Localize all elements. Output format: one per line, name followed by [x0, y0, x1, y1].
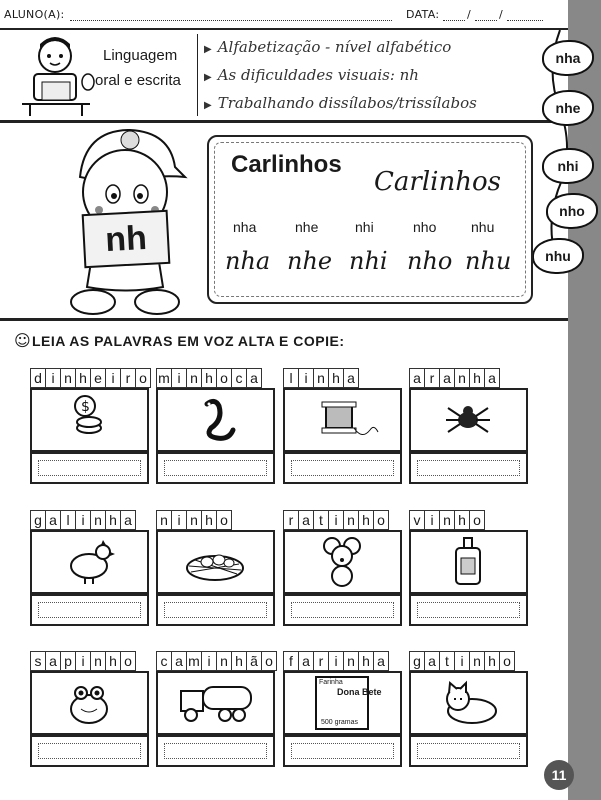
syllable: nhe — [295, 219, 319, 235]
letter-cell: o — [136, 368, 151, 388]
letter-cell: a — [344, 368, 359, 388]
letter-cell: h — [485, 651, 500, 671]
letter-cell: o — [217, 510, 232, 530]
letter-cell: h — [455, 510, 470, 530]
mouse-icon — [285, 532, 400, 592]
copy-answer-field[interactable] — [30, 452, 149, 484]
letter-cell: h — [106, 651, 121, 671]
letter-cell: a — [485, 368, 500, 388]
cat-icon — [411, 673, 526, 733]
word-letters — [30, 651, 136, 671]
child-writing-icon — [10, 32, 100, 117]
copy-answer-field[interactable] — [409, 452, 528, 484]
letter-cell: a — [425, 651, 440, 671]
picture-box — [30, 671, 149, 735]
date-separator: / — [467, 8, 472, 21]
letter-cell: n — [440, 510, 455, 530]
carlinhos-card — [207, 135, 533, 304]
card-title-cursive: Carlinhos — [374, 167, 501, 197]
picture-box — [283, 530, 402, 594]
letter-cell: c — [232, 368, 247, 388]
letter-cell: m — [187, 651, 202, 671]
letter-cell: i — [202, 651, 217, 671]
letter-cell: i — [172, 510, 187, 530]
subject-line-2: oral e escrita — [95, 72, 181, 89]
letter-cell: a — [299, 651, 314, 671]
copy-answer-field[interactable] — [283, 735, 402, 767]
letter-cell: o — [374, 510, 389, 530]
hen-icon — [32, 532, 147, 592]
letter-cell: t — [440, 651, 455, 671]
arrow-right-icon: ▶ — [204, 72, 212, 83]
coins-icon — [32, 390, 147, 450]
letter-cell: h — [202, 368, 217, 388]
word-letters — [30, 510, 136, 530]
student-label: ALUNO(A): — [4, 8, 65, 21]
leaf-nhe: nhe — [542, 90, 594, 126]
picture-box — [283, 671, 402, 735]
syllable-cursive: nhe — [287, 247, 333, 275]
copy-answer-field[interactable] — [409, 594, 528, 626]
letter-cell: n — [470, 651, 485, 671]
copy-answer-field[interactable] — [156, 452, 275, 484]
frog-icon — [32, 673, 147, 733]
letter-cell: a — [172, 651, 187, 671]
picture-box — [409, 530, 528, 594]
letter-cell: n — [217, 651, 232, 671]
letter-cell: a — [299, 510, 314, 530]
letter-cell: h — [106, 510, 121, 530]
letter-cell: f — [283, 651, 299, 671]
nh-sign: nh — [82, 210, 171, 268]
letter-cell: r — [121, 368, 136, 388]
date-month-line[interactable] — [475, 20, 497, 21]
arrow-right-icon: ▶ — [204, 100, 212, 111]
word-letters — [409, 510, 485, 530]
letter-cell: i — [172, 368, 187, 388]
section-rule — [0, 318, 568, 321]
student-name-line[interactable] — [70, 20, 392, 21]
objective-item: ▶ Alfabetização - nível alfabético — [204, 38, 452, 56]
letter-cell: n — [91, 510, 106, 530]
letter-cell: n — [187, 368, 202, 388]
picture-box — [30, 388, 149, 452]
smiley-icon: ☺ — [14, 331, 31, 350]
letter-cell: h — [329, 368, 344, 388]
letter-cell: o — [262, 651, 277, 671]
word-letters — [156, 651, 277, 671]
syllable: nha — [233, 219, 257, 235]
letter-cell: n — [455, 368, 470, 388]
flour-weight: 500 gramas — [321, 719, 358, 726]
letter-cell: e — [91, 368, 106, 388]
letter-cell: a — [440, 368, 455, 388]
picture-box — [409, 388, 528, 452]
letter-cell: i — [299, 368, 314, 388]
word-letters — [283, 368, 359, 388]
letter-cell: i — [76, 651, 91, 671]
picture-box — [30, 530, 149, 594]
letter-cell: o — [217, 368, 232, 388]
letter-cell: i — [425, 510, 440, 530]
word-letters — [283, 651, 389, 671]
syllable-cursive: nho — [407, 247, 453, 275]
picture-box — [156, 530, 275, 594]
date-separator: / — [499, 8, 504, 21]
word-letters — [156, 368, 262, 388]
letter-cell: g — [409, 651, 425, 671]
letter-cell: d — [30, 368, 46, 388]
picture-box — [156, 388, 275, 452]
copy-answer-field[interactable] — [283, 594, 402, 626]
nest-icon — [158, 532, 273, 592]
arrow-right-icon: ▶ — [204, 44, 212, 55]
svg-text:$: $ — [81, 399, 90, 415]
word-letters — [409, 651, 515, 671]
date-label: DATA: — [406, 8, 440, 21]
letter-cell: r — [314, 651, 329, 671]
leaf-nhi: nhi — [542, 148, 594, 184]
copy-answer-field[interactable] — [30, 594, 149, 626]
letter-cell: n — [344, 651, 359, 671]
letter-cell: i — [106, 368, 121, 388]
copy-answer-field[interactable] — [283, 452, 402, 484]
date-year-line[interactable] — [507, 20, 543, 21]
syllable: nho — [413, 219, 437, 235]
letter-cell: a — [46, 651, 61, 671]
copy-answer-field[interactable] — [30, 735, 149, 767]
word-letters — [156, 510, 232, 530]
letter-cell: o — [470, 510, 485, 530]
letter-cell: a — [46, 510, 61, 530]
thread-spool-icon — [285, 390, 400, 450]
letter-cell: n — [61, 368, 76, 388]
letter-cell: g — [30, 510, 46, 530]
header-divider — [197, 34, 198, 116]
word-letters — [409, 368, 500, 388]
letter-cell: a — [409, 368, 425, 388]
letter-cell: a — [121, 510, 136, 530]
letter-cell: h — [202, 510, 217, 530]
copy-answer-field[interactable] — [409, 735, 528, 767]
letter-cell: v — [409, 510, 425, 530]
picture-box — [409, 671, 528, 735]
letter-cell: n — [314, 368, 329, 388]
syllable: nhu — [471, 219, 495, 235]
leaf-nha: nha — [542, 40, 594, 76]
letter-cell: s — [30, 651, 46, 671]
date-day-line[interactable] — [443, 20, 465, 21]
letter-cell: a — [374, 651, 389, 671]
letter-cell: p — [61, 651, 76, 671]
letter-cell: h — [232, 651, 247, 671]
letter-cell: l — [61, 510, 76, 530]
letter-cell: h — [359, 510, 374, 530]
header-rule — [0, 28, 568, 30]
letter-cell: r — [283, 510, 299, 530]
picture-box — [156, 671, 275, 735]
page-number: 11 — [544, 760, 574, 790]
letter-cell: o — [500, 651, 515, 671]
truck-icon — [158, 673, 273, 733]
instruction-text: LEIA AS PALAVRAS EM VOZ ALTA E COPIE: — [32, 333, 345, 349]
syllable-cursive: nhi — [349, 247, 388, 275]
spider-icon — [411, 390, 526, 450]
letter-cell: i — [329, 651, 344, 671]
card-title: Carlinhos — [231, 151, 342, 178]
letter-cell: i — [76, 510, 91, 530]
letter-cell: c — [156, 651, 172, 671]
letter-cell: n — [187, 510, 202, 530]
objective-item: ▶ Trabalhando dissílabos/trissílabos — [204, 94, 477, 112]
worm-icon — [158, 390, 273, 450]
letter-cell: i — [46, 368, 61, 388]
letter-cell: a — [247, 368, 262, 388]
copy-answer-field[interactable] — [156, 735, 275, 767]
letter-cell: n — [156, 510, 172, 530]
letter-cell: o — [121, 651, 136, 671]
syllable-cursive: nha — [225, 247, 271, 275]
flour-brand: Dona Bete — [337, 687, 382, 697]
letter-cell: h — [359, 651, 374, 671]
letter-cell: n — [91, 651, 106, 671]
letter-cell: l — [283, 368, 299, 388]
word-letters — [283, 510, 389, 530]
letter-cell: i — [455, 651, 470, 671]
letter-cell: r — [425, 368, 440, 388]
picture-box — [283, 388, 402, 452]
flour-label-top: Farinha — [319, 679, 343, 686]
letter-cell: h — [470, 368, 485, 388]
syllable: nhi — [355, 219, 374, 235]
word-letters — [30, 368, 151, 388]
letter-cell: h — [76, 368, 91, 388]
subject-line-1: Linguagem — [103, 47, 178, 64]
wine-bottle-icon — [411, 532, 526, 592]
letter-cell: t — [314, 510, 329, 530]
letter-cell: ã — [247, 651, 262, 671]
letter-cell: n — [344, 510, 359, 530]
leaf-nho: nho — [546, 193, 598, 229]
objective-item: ▶ As dificuldades visuais: nh — [204, 66, 419, 84]
copy-answer-field[interactable] — [156, 594, 275, 626]
leaf-nhu: nhu — [532, 238, 584, 274]
letter-cell: m — [156, 368, 172, 388]
letter-cell: i — [329, 510, 344, 530]
syllable-cursive: nhu — [465, 247, 512, 275]
